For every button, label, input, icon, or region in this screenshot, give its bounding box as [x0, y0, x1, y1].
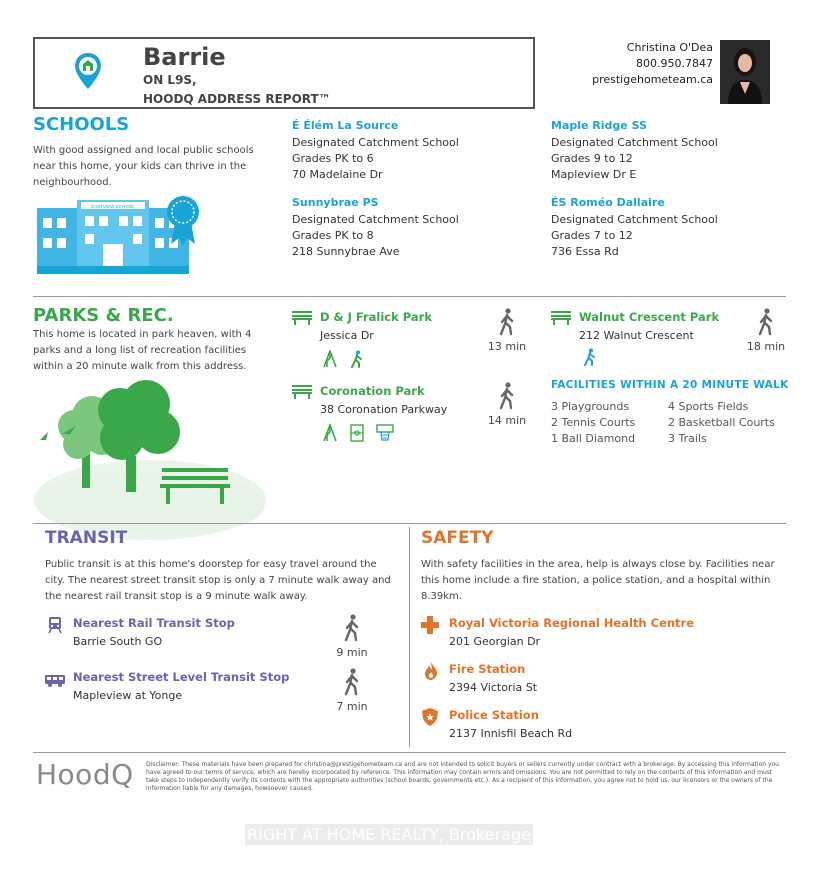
safety-name[interactable]: Police Station	[449, 708, 539, 722]
school-item[interactable]	[292, 119, 532, 183]
safety-item[interactable]	[421, 616, 761, 656]
transit-heading: TRANSIT	[45, 528, 128, 548]
park-name[interactable]: Walnut Crescent Park	[579, 310, 720, 324]
school-item[interactable]	[551, 196, 791, 260]
school-address: 70 Madelaine Dr	[292, 168, 383, 181]
award-badge-icon	[165, 194, 201, 250]
city-name: Barrie	[143, 43, 226, 71]
agent-photo	[720, 40, 770, 104]
school-name[interactable]: ÉS Roméo Dallaire	[551, 196, 665, 209]
park-address: 38 Coronation Parkway	[320, 403, 448, 416]
bus-icon	[45, 672, 65, 691]
bench-icon	[292, 384, 312, 403]
province-postal: ON L9S,	[143, 73, 197, 87]
walking-person-icon	[343, 614, 361, 642]
walk-time: 18 min	[746, 308, 786, 353]
park-name[interactable]: D & J Fralick Park	[320, 310, 432, 324]
police-shield-icon	[422, 708, 438, 730]
facilities-heading: FACILITIES WITHIN A 20 MINUTE WALK	[551, 379, 789, 391]
walk-time: 13 min	[487, 308, 527, 353]
transit-description: Public transit is at this home's doorstep for easy travel around the city. The nearest street transit stop is only a 7 minute walk away and the nearest rail transit stop is a 9 minute walk away.	[45, 559, 391, 602]
hoodq-logo: HoodQ	[36, 758, 134, 791]
school-name[interactable]: Maple Ridge SS	[551, 119, 647, 132]
train-icon	[47, 616, 63, 638]
transit-stop-place: Barrie South GO	[73, 635, 163, 648]
facility-item: 4 Sports Fields	[668, 400, 749, 413]
safety-name[interactable]: Royal Victoria Regional Health Centre	[449, 616, 695, 630]
safety-address: 2137 Innisfil Beach Rd	[449, 727, 573, 740]
transit-stop-place: Mapleview at Yonge	[73, 689, 183, 702]
divider	[33, 296, 786, 297]
parks-heading: PARKS & REC.	[33, 305, 174, 326]
bench-icon	[551, 310, 571, 329]
hospital-cross-icon	[421, 616, 439, 638]
school-type: Designated Catchment School	[551, 136, 718, 149]
school-type: Designated Catchment School	[292, 136, 459, 149]
school-grades: Grades 7 to 12	[551, 229, 633, 242]
divider	[33, 523, 786, 524]
trail-icon	[583, 348, 597, 370]
column-divider	[409, 527, 410, 747]
bench-icon	[292, 310, 312, 329]
safety-heading: SAFETY	[421, 528, 494, 548]
facility-item: 1 Ball Diamond	[551, 432, 636, 445]
school-type: Designated Catchment School	[292, 213, 459, 226]
walk-time: 14 min	[487, 382, 527, 427]
fire-icon	[424, 662, 438, 684]
safety-name[interactable]: Fire Station	[449, 662, 526, 676]
school-grades: Grades 9 to 12	[551, 152, 633, 165]
transit-item[interactable]	[45, 670, 335, 710]
walking-person-icon	[343, 668, 361, 696]
playground-icon	[322, 424, 338, 446]
schools-description: With good assigned and local public schools near this home, your kids can thrive in the neighbourhood.	[33, 145, 254, 188]
park-illustration	[34, 370, 270, 548]
park-address: 212 Walnut Crescent	[579, 329, 694, 342]
report-title: HOODQ ADDRESS REPORT™	[143, 92, 331, 106]
walk-time: 9 min	[332, 614, 372, 659]
school-sign: EASTVIEW SCHOOL	[91, 204, 135, 209]
facility-item: 3 Trails	[668, 432, 707, 445]
walking-person-icon	[757, 308, 775, 336]
school-grades: Grades PK to 6	[292, 152, 374, 165]
parks-description: This home is located in park heaven, with 4 parks and a long list of recreation facilities within a 20 minute walk from this address.	[33, 329, 252, 372]
disclaimer: Disclaimer: These materials have been prepared for christina@prestigehometeam.ca and are not intended to solicit buyers or sellers currently under contract with a brokerage. By accessing this information you have agreed to our terms of service, which are hereby incorporated by reference. This information may contain errors and omissions. You are not permitted to rely on the contents of this information and must take steps to independently verify its contents with the appropriate authorities (school boards, governments etc.). As a recipient of this information, you agree not to hold us, our licensors or the owners of the information liable for any damages, howsoever caused.	[146, 761, 779, 792]
transit-stop-name[interactable]: Nearest Rail Transit Stop	[73, 616, 235, 630]
safety-description: With safety facilities in the area, help is always close by. Facilities near this home include a fire station, a police station, and a hospital within 8.39km.	[421, 559, 775, 602]
school-grades: Grades PK to 8	[292, 229, 374, 242]
agent-name: Christina O'Dea	[626, 41, 713, 54]
walk-time: 7 min	[332, 668, 372, 713]
school-address: 736 Essa Rd	[551, 245, 619, 258]
agent-website[interactable]: prestigehometeam.ca	[592, 73, 713, 86]
school-name[interactable]: Sunnybrae PS	[292, 196, 379, 209]
school-address: Mapleview Dr E	[551, 168, 637, 181]
walking-person-icon	[498, 308, 516, 336]
schools-heading: SCHOOLS	[33, 114, 130, 135]
address-header-box	[33, 37, 535, 109]
divider	[33, 752, 786, 753]
park-name[interactable]: Coronation Park	[320, 384, 425, 398]
transit-stop-name[interactable]: Nearest Street Level Transit Stop	[73, 670, 290, 684]
location-pin-icon	[73, 51, 103, 95]
playground-icon	[322, 350, 338, 372]
park-item[interactable]	[551, 310, 751, 370]
school-name[interactable]: É Élém La Source	[292, 119, 399, 132]
school-item[interactable]	[551, 119, 791, 183]
park-address: Jessica Dr	[320, 329, 374, 342]
school-address: 218 Sunnybrae Ave	[292, 245, 400, 258]
trail-icon	[350, 350, 364, 372]
safety-address: 201 Georgian Dr	[449, 635, 541, 648]
basketball-icon	[376, 424, 394, 446]
agent-info	[592, 40, 713, 88]
safety-item[interactable]	[421, 662, 761, 702]
brokerage-label: RIGHT AT HOME REALTY, Brokerage	[247, 825, 531, 844]
facility-item: 2 Tennis Courts	[551, 416, 636, 429]
sports-field-icon	[350, 424, 364, 446]
facility-item: 2 Basketball Courts	[668, 416, 775, 429]
school-type: Designated Catchment School	[551, 213, 718, 226]
safety-item[interactable]	[421, 708, 761, 748]
safety-address: 2394 Victoria St	[449, 681, 538, 694]
facility-item: 3 Playgrounds	[551, 400, 630, 413]
agent-phone[interactable]: 800.950.7847	[636, 57, 713, 70]
transit-item[interactable]	[45, 616, 335, 656]
school-item[interactable]	[292, 196, 532, 260]
walking-person-icon	[498, 382, 516, 410]
